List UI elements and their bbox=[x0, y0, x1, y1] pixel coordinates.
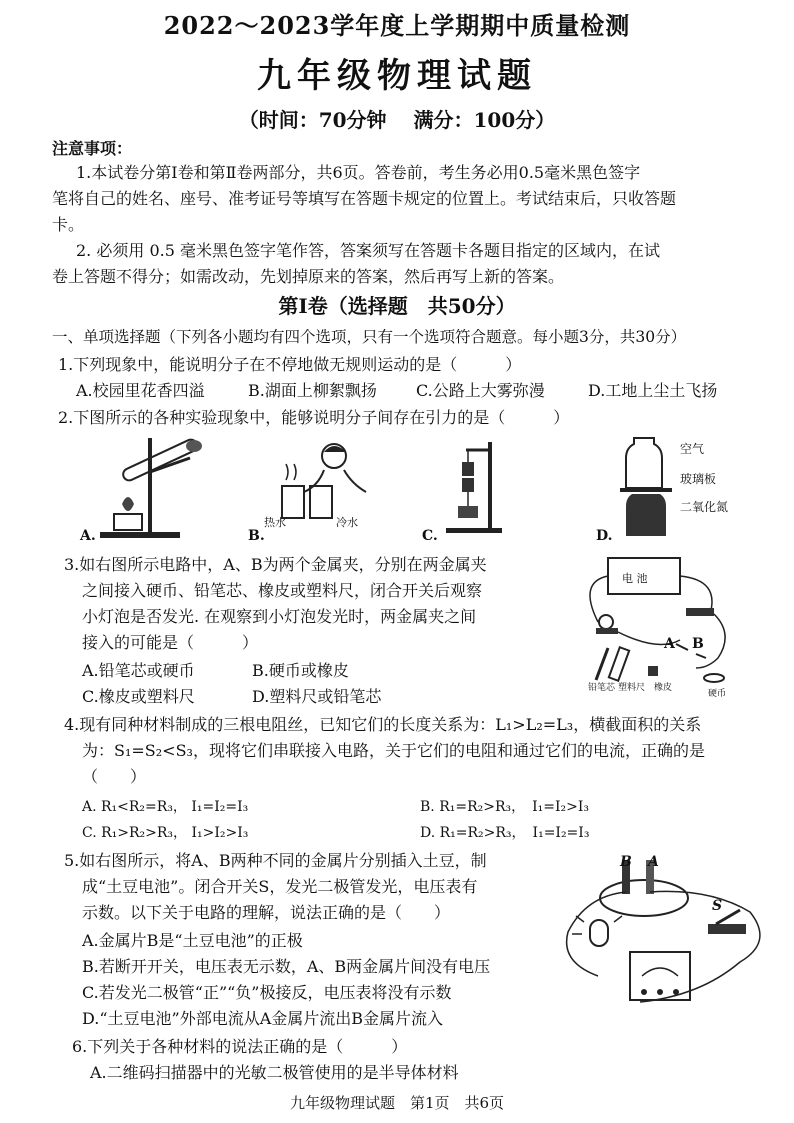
q3-coin-label: 硬币 bbox=[708, 689, 727, 699]
q2-stem: 2.下图所示的各种实验现象中，能够说明分子间存在引力的是（ ） bbox=[58, 408, 570, 427]
q4-stem-line1: 4.现有同种材料制成的三根电阻丝，已知它们的长度关系为：L₁>L₂=L₃，横截面积的关系 bbox=[64, 715, 702, 734]
q3-pencil-label: 铅笔芯 bbox=[588, 683, 616, 693]
q2-fig-c-lead-blocks bbox=[440, 436, 510, 536]
q5-option-c: C.若发光二极管“正”“负”极接反，电压表将没有示数 bbox=[82, 983, 452, 1002]
q1-stem: 1.下列现象中，能说明分子在不停地做无规则运动的是（ ） bbox=[58, 355, 522, 374]
q2-label-c: C. bbox=[422, 528, 438, 544]
q3-option-d: D.塑料尺或铅笔芯 bbox=[252, 687, 382, 706]
part1-heading: 一、单项选择题（下列各小题均有四个选项，只有一个选项符合题意。每小题3分，共30分） bbox=[52, 328, 687, 346]
q4-option-a: A. R₁<R₂=R₃， I₁=I₂=I₃ bbox=[82, 799, 249, 815]
q1-option-a: A.校园里花香四溢 bbox=[76, 381, 205, 400]
q2-cold-water-label: 冷水 bbox=[336, 516, 358, 529]
q5-option-a: A.金属片B是“土豆电池”的正极 bbox=[82, 931, 303, 950]
notice-heading: 注意事项： bbox=[52, 139, 133, 158]
q3-clip-b-label: B bbox=[692, 636, 704, 652]
q4-stem-line3: （ ） bbox=[82, 767, 147, 786]
q5-stem-line1: 5.如右图所示，将A、B两种不同的金属片分别插入土豆，制 bbox=[64, 851, 487, 870]
exam-title: 九年级物理试题 bbox=[257, 56, 537, 96]
q6-stem: 6.下列关于各种材料的说法正确的是（ ） bbox=[72, 1037, 408, 1056]
q5-stem-line3: 示数。以下关于电路的理解，说法正确的是（ ） bbox=[82, 903, 451, 922]
notice-p1-line3: 卡。 bbox=[52, 215, 85, 234]
q3-stem-line2: 之间接入硬币、铅笔芯、橡皮或塑料尺，闭合开关后观察 bbox=[82, 581, 483, 600]
q1-option-c: C.公路上大雾弥漫 bbox=[416, 381, 545, 400]
q2-label-b: B. bbox=[248, 528, 265, 544]
notice-p2-line2: 卷上答题不得分；如需改动，先划掉原来的答案，然后再写上新的答案。 bbox=[52, 267, 565, 286]
notice-p1-line1: 1.本试卷分第Ⅰ卷和第Ⅱ卷两部分，共6页。答卷前，考生务必用0.5毫米黑色签字 bbox=[76, 163, 641, 182]
q3-stem-line1: 3.如右图所示电路中，A、B为两个金属夹，分别在两金属夹 bbox=[64, 555, 487, 574]
section-title: 第Ⅰ卷（选择题 共50分） bbox=[278, 294, 516, 318]
q2-no2-label: 二氧化氮 bbox=[680, 500, 729, 514]
q2-label-d: D. bbox=[596, 528, 613, 544]
q3-option-c: C.橡皮或塑料尺 bbox=[82, 687, 195, 706]
q2-label-a: A. bbox=[80, 528, 96, 544]
q1-option-d: D.工地上尘土飞扬 bbox=[588, 381, 718, 400]
q3-option-b: B.硬币或橡皮 bbox=[252, 661, 349, 680]
q2-glass-label: 玻璃板 bbox=[680, 472, 717, 486]
q2-fig-d-gas-jars bbox=[618, 434, 678, 544]
q2-air-label: 空气 bbox=[680, 442, 705, 456]
q5-stem-line2: 成“土豆电池”。闭合开关S，发光二极管发光，电压表有 bbox=[82, 877, 478, 896]
q4-stem-line2: 为：S₁=S₂<S₃，现将它们串联接入电路，关于它们的电阻和通过它们的电流，正确的是 bbox=[82, 741, 705, 760]
notice-p2-line1: 2. 必须用 0.5 毫米黑色签字笔作答，答案须写在答题卡各题目指定的区域内，在试 bbox=[76, 241, 660, 260]
q4-option-d: D. R₁=R₂>R₃， I₁=I₂=I₃ bbox=[420, 825, 590, 841]
q2-hot-water-label: 热水 bbox=[264, 516, 286, 529]
q5-option-b: B.若断开开关，电压表无示数，A、B两金属片间没有电压 bbox=[82, 957, 491, 976]
q3-stem-line4: 接入的可能是（ ） bbox=[82, 633, 259, 652]
q4-option-b: B. R₁=R₂>R₃， I₁=I₂>I₃ bbox=[420, 799, 589, 815]
q5-potato-battery-figure bbox=[560, 852, 776, 1032]
q5-metal-a-label: A bbox=[648, 854, 659, 870]
q3-option-a: A.铅笔芯或硬币 bbox=[82, 661, 195, 680]
q5-metal-b-label: B bbox=[620, 854, 632, 870]
page-footer: 九年级物理试题 第1页 共6页 bbox=[289, 1094, 505, 1112]
q3-battery-label: 电 池 bbox=[622, 572, 648, 585]
q3-ruler-label: 塑料尺 bbox=[618, 683, 646, 693]
q3-stem-line3: 小灯泡是否发光. 在观察到小灯泡发光时，两金属夹之间 bbox=[82, 607, 477, 626]
q5-switch-label: S bbox=[712, 898, 723, 914]
q1-option-b: B.湖面上柳絮飘扬 bbox=[248, 381, 377, 400]
q6-option-a: A.二维码扫描器中的光敏二极管使用的是半导体材料 bbox=[90, 1063, 459, 1082]
q3-clip-a-label: A bbox=[664, 636, 675, 652]
exam-period-title: 2022～2023学年度上学期期中质量检测 bbox=[163, 11, 631, 40]
exam-time-score: （时间：70分钟 满分：100分） bbox=[238, 108, 556, 132]
q3-circuit-figure bbox=[568, 552, 748, 692]
q4-option-c: C. R₁>R₂>R₃， I₁>I₂>I₃ bbox=[82, 825, 249, 841]
q3-eraser-label: 橡皮 bbox=[654, 683, 673, 693]
q5-option-d: D.“土豆电池”外部电流从A金属片流出B金属片流入 bbox=[82, 1009, 444, 1028]
q2-fig-a-stand bbox=[90, 432, 220, 542]
notice-p1-line2: 笔将自己的姓名、座号、准考证号等填写在答题卡规定的位置上。考试结束后，只收答题 bbox=[52, 189, 677, 208]
